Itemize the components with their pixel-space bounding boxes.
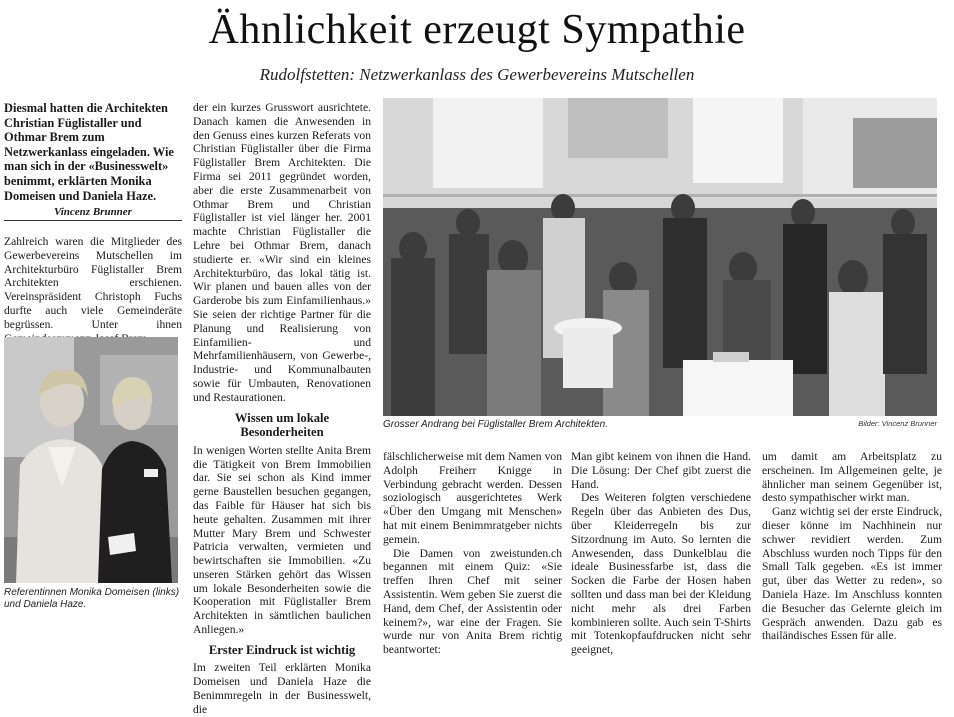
column-3 [383,450,562,657]
column-5 [762,450,942,643]
photo-event-crowd-image [383,98,937,416]
col2-paragraph-2: In wenigen Worten stellte Anita Brem die Tätigkeit von Brem Immobilien dar. Sie sei schon als Kind immer gerne Baustellen besuchen gegangen, das Faible für Häuser hat sich bis heute gehalten. Zusammen mit ihrer Mutter Mary Brem und Schwester Patricia verwalten, vermieten und bewirtschaften sie Immobilien. «Zu unseren Stärken gehört das Wissen um lokale Besonderheiten sowie die Kooperation mit Füglistaller Brem Architekten in sämtlichen baulichen Anliegen.» [193,443,371,637]
photo-speakers-caption: Referentinnen Monika Domeisen (links) und Daniela Haze. [4,587,180,610]
column-2 [193,101,371,717]
headline: Ähnlichkeit erzeugt Sympathie [208,7,746,53]
subheadline: Rudolfstetten: Netzwerkanlass des Gewerbevereins Mutschellen [259,65,695,84]
col3-paragraph-1: fälschlicherweise mit dem Namen von Adolph Freiherr Knigge in Verbindung gebracht werden. Dessen soziologisch ausgerichtetes Werk «Über den Umgang mit Menschen» hat mit einem Benimmratgeber nichts gemein. [383,450,562,546]
photo-event-crowd [383,98,937,416]
column-1 [4,235,182,345]
section-heading-local: Wissen um lokale Besonderheiten [234,410,330,440]
author-byline: Vincenz Brunner [4,206,182,221]
col3-paragraph-2: Die Damen von zweistunden.ch begannen mit einem Quiz: «Sie treffen Ihren Chef mit seiner Assistentin. Wem geben Sie zuerst die Hand, dem Chef, der Assistentin oder keinem?», war eine der Fragen. Sie wurde nur von Anita Brem richtig beantwortet: [383,546,562,657]
section-heading-impression: Erster Eindruck ist wichtig [208,642,356,657]
col4-paragraph-2: Des Weiteren folgten verschiedene Regeln über das Anbieten des Dus, über Kleiderregeln bis zur Sitzordnung im Auto. So lernten die Anwesenden, dass Dunkelblau die ideale Businessfarbe ist, dass die Socken die Farbe der Hosen haben sollten und dass man bei der Kleidung nicht mehr als drei Farben kombinieren sollte. Auch sein T-Shirts mit Totenkopfaufdrucken nicht sehr geeignet, [571,491,751,657]
photo-speakers [4,337,178,583]
col5-paragraph-2: Ganz wichtig sei der erste Eindruck, dieser könne im Nachhinein nur schwer revidiert werden. Zum Abschluss wurden noch Tipps für den Small Talk gegeben. «Es ist immer gut, über das Wetter zu reden», so Daniela Haze. Im Anschluss konnten die Besucher das Gelernte gleich im Gespräch anwenden. Dazu gab es thailändisches Essen für alle. [762,505,942,643]
photo-event-caption: Grosser Andrang bei Füglistaller Brem Architekten. [383,419,608,430]
col2-paragraph-1: der ein kurzes Grusswort ausrichtete. Danach kamen die Anwesenden in den Genuss eines kurzen Referats von Christian Füglistaller über die Firma Füglistaller Brem Architekten. Die Firma sei 2011 gegründet worden, aber die erste Zusammenarbeit von Othmar Brem und Christian Füglistaller ist viel länger her. 2001 machte Christian Füglistaller die Lehre bei Othmar Brem, danach studierte er. «Wir sind ein kleines Architekturbüro, das lokal tätig ist. Wir planen und bauen alles von der Garderobe bis zum Einfamilienhaus.» Sie seien der richtige Partner für die Planung und Realisierung von Einfamilien- und Mehrfamilienhäusern, von Gewerbe-, Industrie- und Kommunalbauten sowie für Umbauten, Renovationen und Restaurationen. [193,101,371,404]
col1-paragraph-1: Zahlreich waren die Mitglieder des Gewerbevereins Mutschellen im Architekturbüro Füglistaller Brem Architekten erschienen. Vereinspräsident Christoph Fuchs durfte auch viele Gemeinderäte begrüssen. Unter ihnen [4,235,182,331]
photo-credit: Bilder: Vincenz Brunner [858,419,937,428]
col2-paragraph-3: Im zweiten Teil erklärten Monika Domeisen und Daniela Haze die Benimmregeln in der Businesswelt, die [193,661,371,716]
column-4 [571,450,751,657]
col4-paragraph-1: Man gibt keinem von ihnen die Hand. Die Lösung: Der Chef gibt zuerst die Hand. [571,450,751,491]
photo-speakers-image [4,337,178,583]
col5-paragraph-1: um damit am Arbeitsplatz zu erscheinen. Im Allgemeinen gelte, je ähnlicher man seinem Gegenüber ist, desto sympathischer wirkt man. [762,450,942,505]
lead-paragraph: Diesmal hatten die Architekten Christian Füglistaller und Othmar Brem zum Netzwerkanlass eingeladen. Wie man sich in der «Businesswelt» benimmt, erklärten Monika Domeisen und Daniela Haze. [4,101,174,203]
